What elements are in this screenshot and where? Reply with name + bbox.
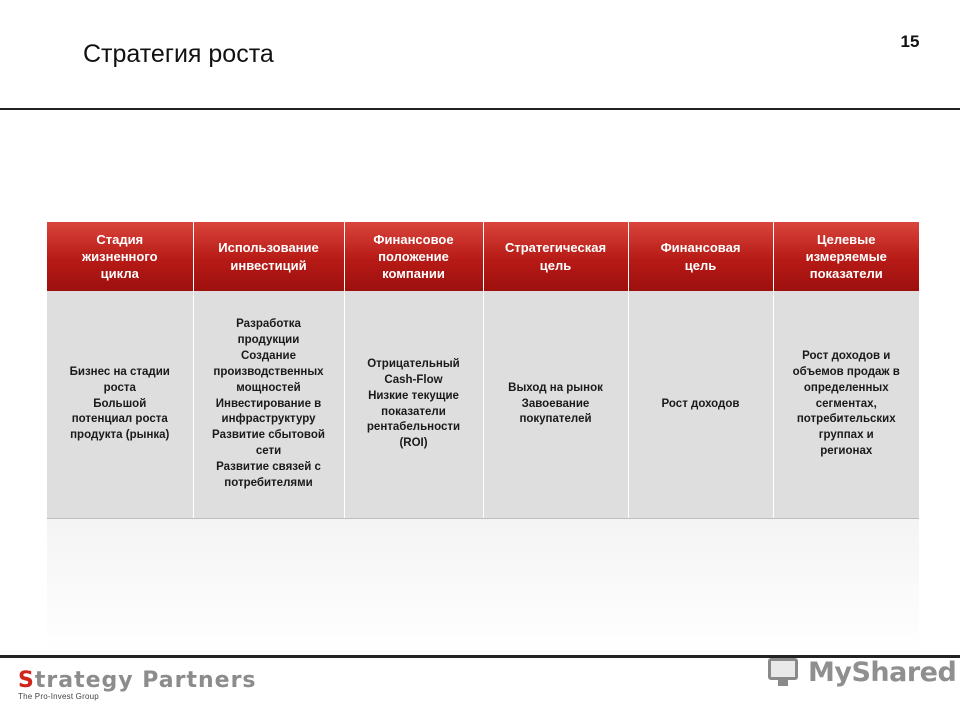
- table-cell-investment-use: Разработка продукции Создание производственных мощностей Инвестирование в инфраструктуру Развитие сбытовой сети Развитие связей с потребителями: [193, 291, 344, 519]
- myshared-watermark: [766, 656, 956, 688]
- top-divider: [0, 108, 960, 110]
- table-row: [47, 291, 919, 519]
- table-cell-target-metrics: Рост доходов и объемов продаж в определенных сегментах, потребительских группах и регионах: [773, 291, 919, 519]
- watermark-text: MyShared: [808, 656, 957, 688]
- brand-tagline: The Pro-Invest Group: [18, 692, 99, 701]
- table-cell-financial-goal: Рост доходов: [628, 291, 773, 519]
- table-cell-lifecycle-stage: Бизнес на стадии роста Большой потенциал роста продукта (рынка): [47, 291, 193, 519]
- monitor-icon: [766, 656, 804, 688]
- header-cell-strategic-goal: Стратегическая цель: [483, 222, 628, 291]
- table-cell-strategic-goal: Выход на рынок Завоевание покупателей: [483, 291, 628, 519]
- page-number: 15: [900, 32, 920, 51]
- table-header-row: [47, 222, 919, 291]
- brand-logo: [18, 668, 257, 701]
- table-cell-financial-position: Отрицательный Cash-Flow Низкие текущие показатели рентабельности (ROI): [344, 291, 483, 519]
- header-cell-financial-position: Финансовое положение компании: [344, 222, 483, 291]
- header-cell-financial-goal: Финансовая цель: [628, 222, 773, 291]
- header-cell-investment-use: Использование инвестиций: [193, 222, 344, 291]
- growth-strategy-table: [47, 222, 919, 519]
- header-cell-lifecycle-stage: Стадия жизненного цикла: [47, 222, 193, 291]
- brand-name: Strategy Partners: [18, 668, 257, 693]
- slide-title: Стратегия роста: [83, 40, 274, 68]
- table-shadow-area: [47, 519, 919, 655]
- header-cell-target-metrics: Целевые измеряемые показатели: [773, 222, 919, 291]
